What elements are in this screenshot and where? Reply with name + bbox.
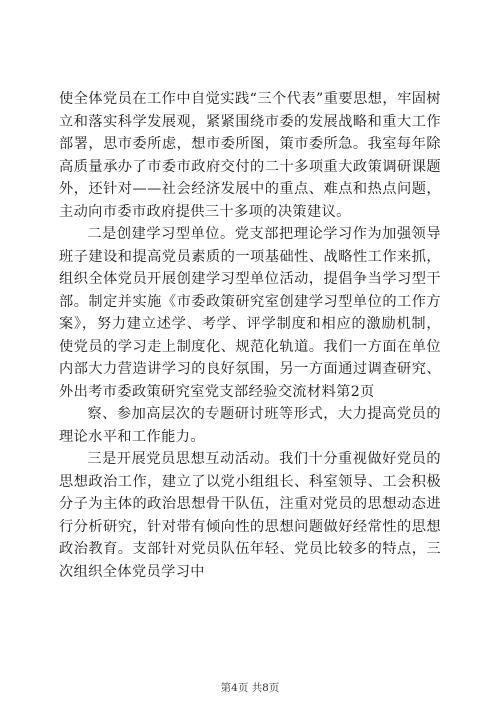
document-body [59, 88, 441, 583]
paragraph-4: 三是开展党员思想互动活动。我们十分重视做好党员的思想政治工作，建立了以党小组组长、科室领导、工会积极分子为主体的政治思想骨干队伍，注重对党员的思想动态进行分析研究，针对带有倾向性的思想问题做好经常性的思想政治教育。支部针对党员队伍年轻、党员比较多的特点，三次组织全体党员学习中 [59, 451, 441, 580]
paragraph-1: 使全体党员在工作中自觉实践“三个代表”重要思想，牢固树立和落实科学发展观，紧紧围绕市委的发展战略和重大工作部署，思市委所虑，想市委所图，策市委所急。我室每年除高质量承办了市委市政府交付的二十多项重大政策调研课题外，还针对——社会经济发展中的重点、难点和热点问题，主动向市委市政府提供三十多项的决策建议。 [59, 91, 441, 220]
page-number-footer: 第4页 共8页 [220, 682, 280, 694]
paragraph-3: 察、参加高层次的专题研讨班等形式，大力提高党员的理论水平和工作能力。 [59, 406, 441, 445]
paragraph-2: 二是创建学习型单位。党支部把理论学习作为加强领导班子建设和提高党员素质的一项基础性、战略性工作来抓，组织全体党员开展创建学习型单位活动，提倡争当学习型干部。制定并实施《市委政策研究室创建学习型单位的工作方案》，努力建立述学、考学、评学制度和相应的激励机制，使党员的学习走上制度化、规范化轨道。我们一方面在单位内部大力营造讲学习的良好氛围，另一方面通过调查研究、外出考市委政策研究室党支部经验交流材料第2页 [59, 226, 441, 400]
